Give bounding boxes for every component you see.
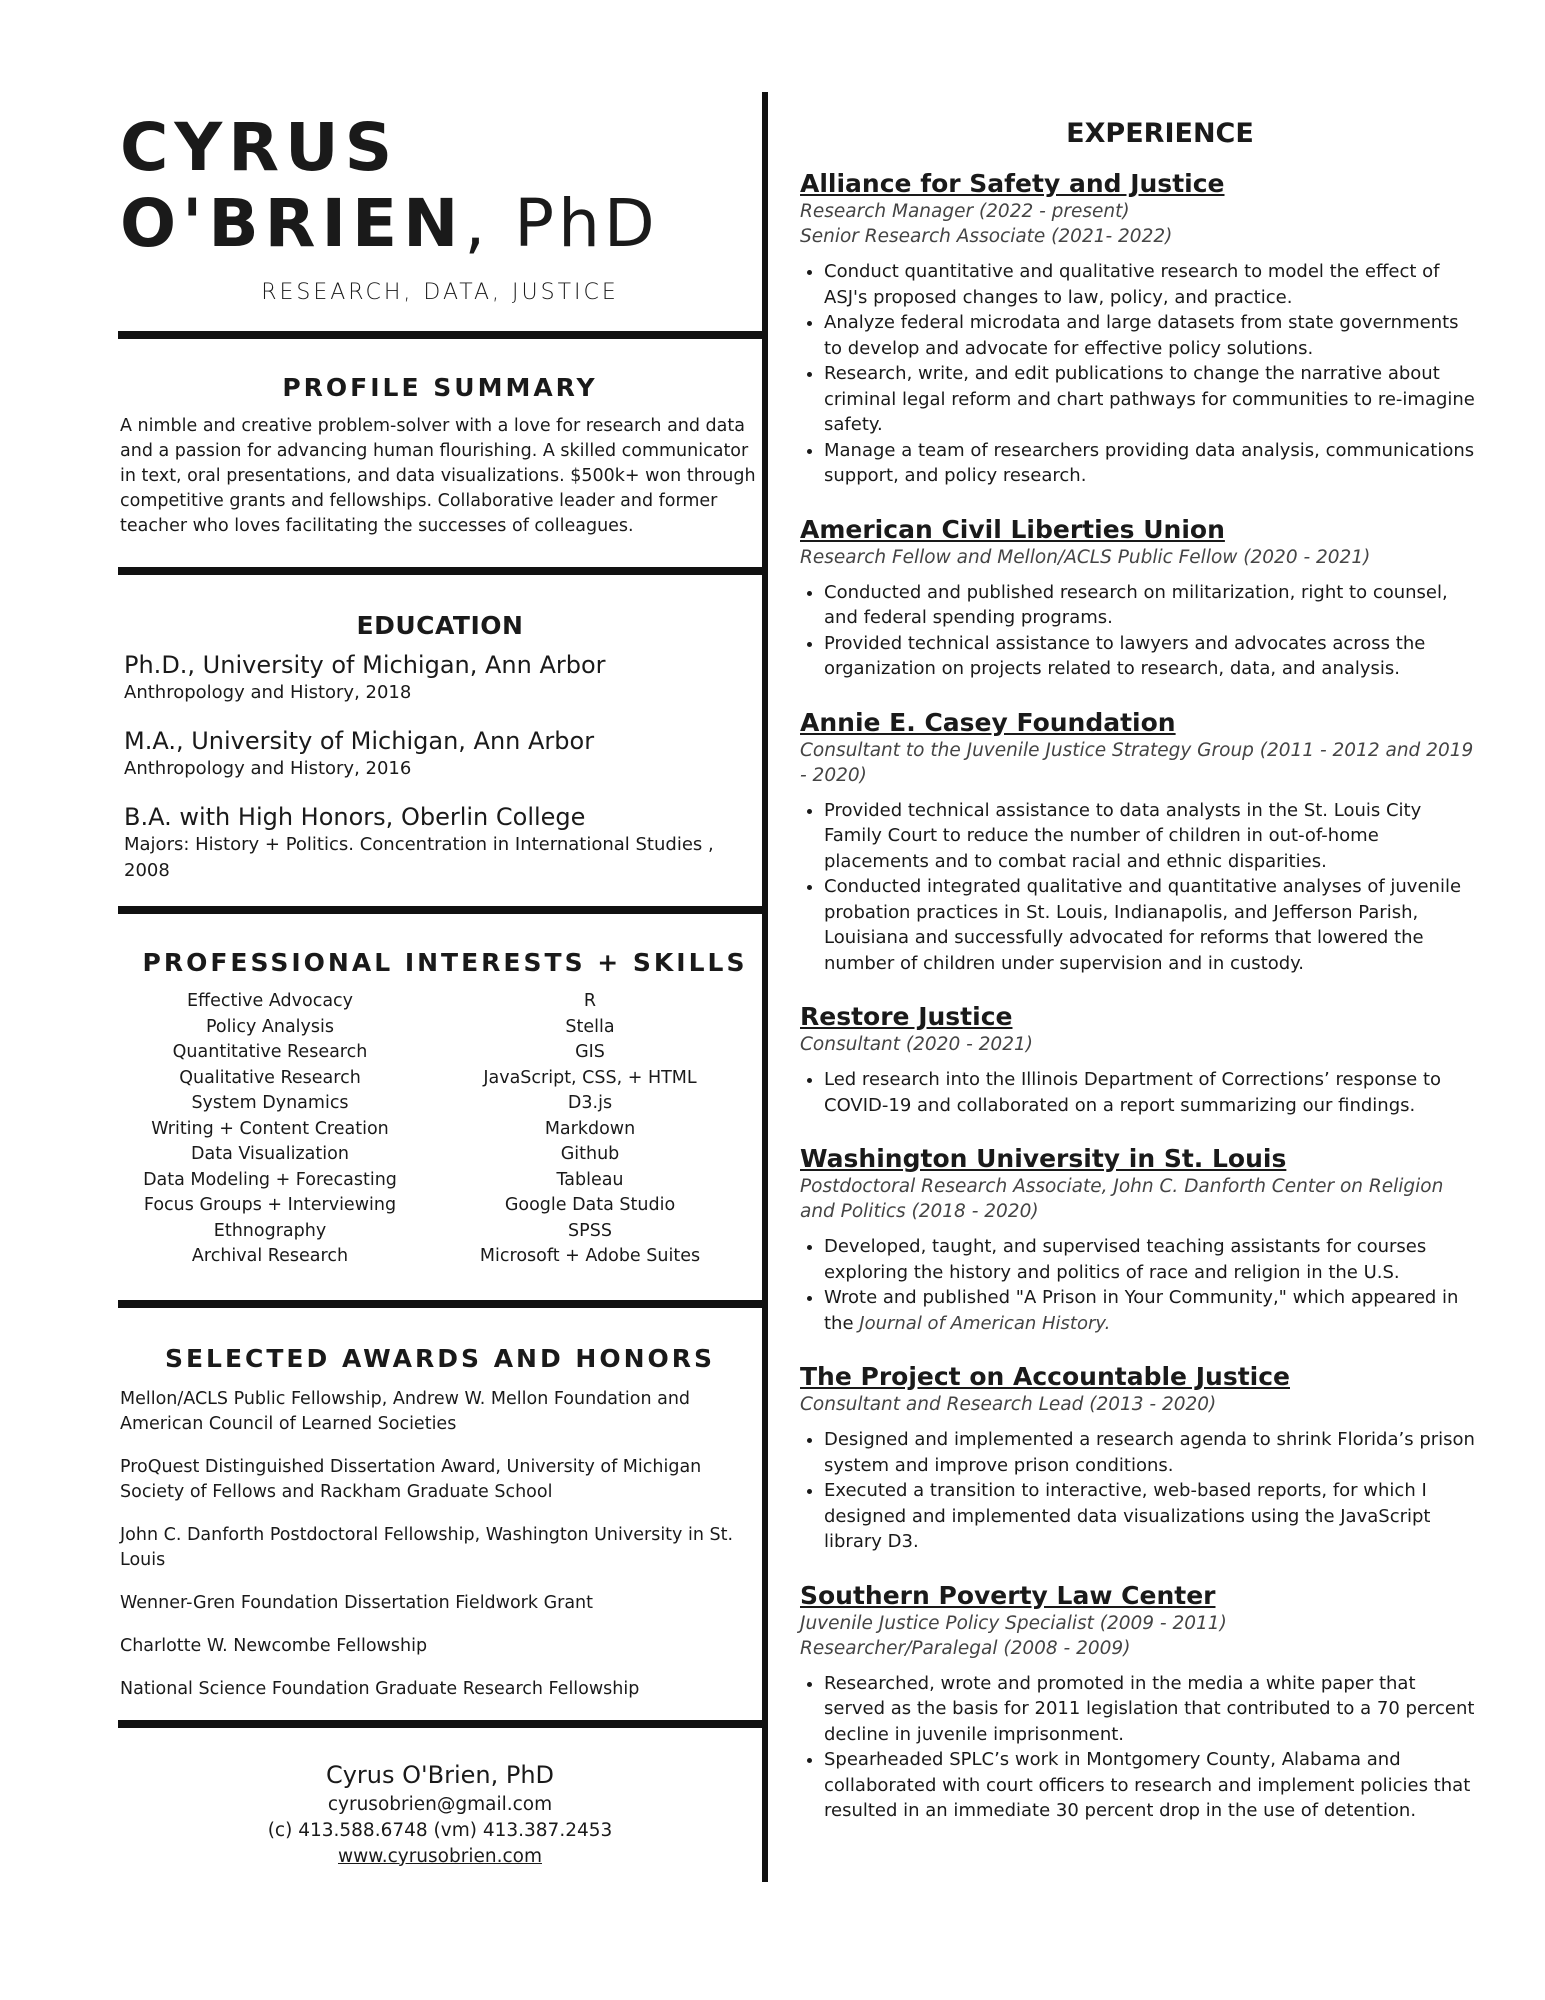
job-role: Consultant to the Juvenile Justice Strategy Group (2011 - 2012 and 2019 - 2020) xyxy=(800,739,1474,786)
job-organization: Alliance for Safety and Justice xyxy=(800,169,1225,198)
job-bullet: • Spearheaded SPLC’s work in Montgomery County, Alabama and collaborated with court officers to research and implement policies that resulted in an immediate 30 percent drop in the use of detention. xyxy=(824,1747,1480,1824)
award-item: Wenner-Gren Foundation Dissertation Fieldwork Grant xyxy=(120,1592,594,1613)
job-bullet: • Developed, taught, and supervised teaching assistants for courses exploring the history and politics of race and religion in the U.S. xyxy=(824,1234,1480,1285)
job-bullet: • Manage a team of researchers providing data analysis, communications support, and policy research. xyxy=(824,438,1480,489)
last-name: O'BRIEN xyxy=(120,185,465,262)
job-bullet: • Analyze federal microdata and large datasets from state governments to develop and advocate for effective policy solutions. xyxy=(824,310,1480,361)
skill-item: Markdown xyxy=(544,1118,636,1139)
left-column xyxy=(120,110,760,1870)
skill-item: Writing + Content Creation xyxy=(151,1118,389,1139)
education-list xyxy=(120,650,760,884)
award-item: ProQuest Distinguished Dissertation Award, University of Michigan Society of Fellows and Rackham Graduate School xyxy=(120,1456,702,1502)
job-organization: American Civil Liberties Union xyxy=(800,514,1225,544)
contact-email: cyrusobrien@gmail.com xyxy=(327,1793,553,1815)
job-role: Senior Research Associate (2021- 2022) xyxy=(800,226,1173,247)
skill-item: Data Visualization xyxy=(191,1144,349,1164)
interests-list xyxy=(110,989,430,1270)
job-bullet: • Researched, wrote and promoted in the media a white paper that served as the basis for 2011 legislation that contributed to a 70 percent decline in juvenile imprisonment. xyxy=(824,1671,1480,1748)
skill-item: System Dynamics xyxy=(191,1093,349,1113)
profile-summary-title: PROFILE SUMMARY xyxy=(282,373,598,402)
section-divider xyxy=(118,1720,764,1728)
skill-item: GIS xyxy=(575,1042,605,1062)
skill-item: D3.js xyxy=(567,1093,613,1113)
skill-item: Effective Advocacy xyxy=(186,991,354,1011)
job-role: Consultant and Research Lead (2013 - 2020) xyxy=(800,1394,1217,1415)
job-entry xyxy=(800,1362,1480,1555)
job-entry xyxy=(800,169,1480,489)
job-bullet: • Conducted and published research on militarization, right to counsel, and federal spending programs. xyxy=(824,580,1480,631)
section-divider xyxy=(118,331,764,339)
job-role: Consultant (2020 - 2021) xyxy=(800,1034,1033,1055)
job-bullets xyxy=(800,1671,1480,1824)
skill-item: Policy Analysis xyxy=(205,1016,334,1037)
education-detail: Anthropology and History, 2016 xyxy=(124,758,412,779)
job-entry xyxy=(800,1144,1480,1336)
job-role: Juvenile Justice Policy Specialist (2009 - 2011) xyxy=(800,1612,1227,1634)
skill-item: Ethnography xyxy=(213,1220,327,1241)
skill-item: Archival Research xyxy=(191,1246,349,1266)
job-bullet: • Provided technical assistance to data analysts in the St. Louis City Family Court to reduce the number of children in out-of-home placements and to combat racial and ethnic disparities. xyxy=(824,798,1480,875)
job-entry xyxy=(800,708,1480,977)
skill-item: Stella xyxy=(565,1016,615,1037)
award-item: Mellon/ACLS Public Fellowship, Andrew W. Mellon Foundation and American Council of Learned Societies xyxy=(120,1388,691,1434)
skill-item: Quantitative Research xyxy=(172,1042,368,1062)
right-column xyxy=(800,118,1480,1824)
job-organization: Washington University in St. Louis xyxy=(800,1144,1287,1173)
education-item xyxy=(120,802,760,884)
first-name: CYRUS xyxy=(120,109,399,186)
job-bullet-text: Wrote and published "A Prison in Your Community," which appeared in the xyxy=(824,1287,1459,1334)
job-organization: Restore Justice xyxy=(800,1002,1013,1031)
job-bullet xyxy=(824,1285,1480,1336)
skill-item: SPSS xyxy=(568,1220,612,1241)
award-item: National Science Foundation Graduate Research Fellowship xyxy=(120,1678,640,1699)
tagline: RESEARCH, DATA, JUSTICE xyxy=(261,280,619,305)
skills-columns xyxy=(120,989,760,1270)
name-suffix: , PhD xyxy=(464,185,659,262)
education-title: EDUCATION xyxy=(356,611,524,640)
award-item: Charlotte W. Newcombe Fellowship xyxy=(120,1635,428,1656)
job-entry xyxy=(800,1002,1480,1118)
skill-item: R xyxy=(583,991,597,1011)
resume-name xyxy=(120,110,760,262)
education-item xyxy=(120,726,760,782)
skill-item: Github xyxy=(560,1144,620,1164)
job-bullet: • Designed and implemented a research agenda to shrink Florida’s prison system and improve prison conditions. xyxy=(824,1427,1480,1478)
job-organization: Annie E. Casey Foundation xyxy=(800,707,1176,737)
job-role: Research Fellow and Mellon/ACLS Public Fellow (2020 - 2021) xyxy=(800,546,1371,568)
job-organization: Southern Poverty Law Center xyxy=(800,1580,1216,1610)
contact-name: Cyrus O'Brien, PhD xyxy=(325,1760,555,1789)
award-item: John C. Danforth Postdoctoral Fellowship, Washington University in St. Louis xyxy=(120,1524,734,1570)
education-item xyxy=(120,650,760,706)
job-bullet: • Provided technical assistance to lawyers and advocates across the organization on projects related to research, data, and analysis. xyxy=(824,631,1480,682)
journal-title: Journal of American History. xyxy=(859,1312,1111,1334)
experience-title: EXPERIENCE xyxy=(1066,118,1254,149)
job-bullets xyxy=(800,1427,1480,1555)
experience-list xyxy=(800,169,1480,1824)
job-bullets xyxy=(800,580,1480,682)
skill-item: Focus Groups + Interviewing xyxy=(143,1195,397,1215)
job-bullet: • Executed a transition to interactive, web-based reports, for which I designed and implemented data visualizations using the JavaScript library D3. xyxy=(824,1478,1480,1555)
job-entry xyxy=(800,1581,1480,1824)
job-bullets xyxy=(800,798,1480,977)
awards-title: SELECTED AWARDS AND HONORS xyxy=(164,1343,716,1373)
skill-item: Microsoft + Adobe Suites xyxy=(479,1246,701,1266)
section-divider xyxy=(118,906,764,914)
skill-item: Tableau xyxy=(556,1169,624,1190)
job-bullet: • Conduct quantitative and qualitative research to model the effect of ASJ's proposed changes to law, policy, and practice. xyxy=(824,259,1480,310)
education-detail: Anthropology and History, 2018 xyxy=(124,682,412,703)
job-bullets xyxy=(800,1234,1480,1336)
education-degree: Ph.D., University of Michigan, Ann Arbor xyxy=(124,651,606,679)
profile-summary-text: A nimble and creative problem-solver with a love for research and data and a passion for advancing human flourishing. A skilled communicator in text, oral presentations, and data visualizations. $500k+ won through competitive grants and fellowships. Collaborative leader and former teacher who loves facilitating the successes of colleagues. xyxy=(120,416,756,536)
skills-title: PROFESSIONAL INTERESTS + SKILLS xyxy=(142,948,748,977)
job-bullets xyxy=(800,1067,1480,1118)
skill-item: Google Data Studio xyxy=(504,1195,676,1215)
job-bullets xyxy=(800,259,1480,489)
job-organization: The Project on Accountable Justice xyxy=(800,1362,1290,1391)
awards-list xyxy=(120,1387,760,1702)
education-detail: Majors: History + Politics. Concentration in International Studies , 2008 xyxy=(124,834,714,881)
contact-phone: (c) 413.588.6748 (vm) 413.387.2453 xyxy=(267,1819,613,1841)
job-bullet: • Conducted integrated qualitative and quantitative analyses of juvenile probation practices in St. Louis, Indianapolis, and Jefferson Parish, Louisiana and successfully advocated for reforms that lowered the number of children under supervision and in custody. xyxy=(824,874,1480,976)
section-divider xyxy=(118,1300,764,1308)
contact-website-link[interactable]: www.cyrusobrien.com xyxy=(338,1845,542,1867)
contact-block xyxy=(120,1758,760,1870)
education-degree: M.A., University of Michigan, Ann Arbor xyxy=(124,727,595,755)
skill-item: JavaScript, CSS, + HTML xyxy=(483,1067,697,1088)
job-role: Researcher/Paralegal (2008 - 2009) xyxy=(800,1637,1131,1659)
job-entry xyxy=(800,515,1480,682)
education-degree: B.A. with High Honors, Oberlin College xyxy=(124,803,586,831)
tools-list xyxy=(430,989,750,1270)
job-role: Postdoctoral Research Associate, John C. Danforth Center on Religion and Politics (2018 - 2020) xyxy=(800,1176,1444,1222)
job-bullet: • Led research into the Illinois Department of Corrections’ response to COVID-19 and collaborated on a report summarizing our findings. xyxy=(824,1067,1480,1118)
job-bullet: • Research, write, and edit publications to change the narrative about criminal legal reform and chart pathways for communities to re-imagine safety. xyxy=(824,361,1480,438)
job-role: Research Manager (2022 - present) xyxy=(800,201,1130,222)
skill-item: Qualitative Research xyxy=(179,1067,361,1088)
section-divider xyxy=(118,567,764,575)
column-divider xyxy=(762,92,768,1882)
skill-item: Data Modeling + Forecasting xyxy=(143,1169,397,1190)
